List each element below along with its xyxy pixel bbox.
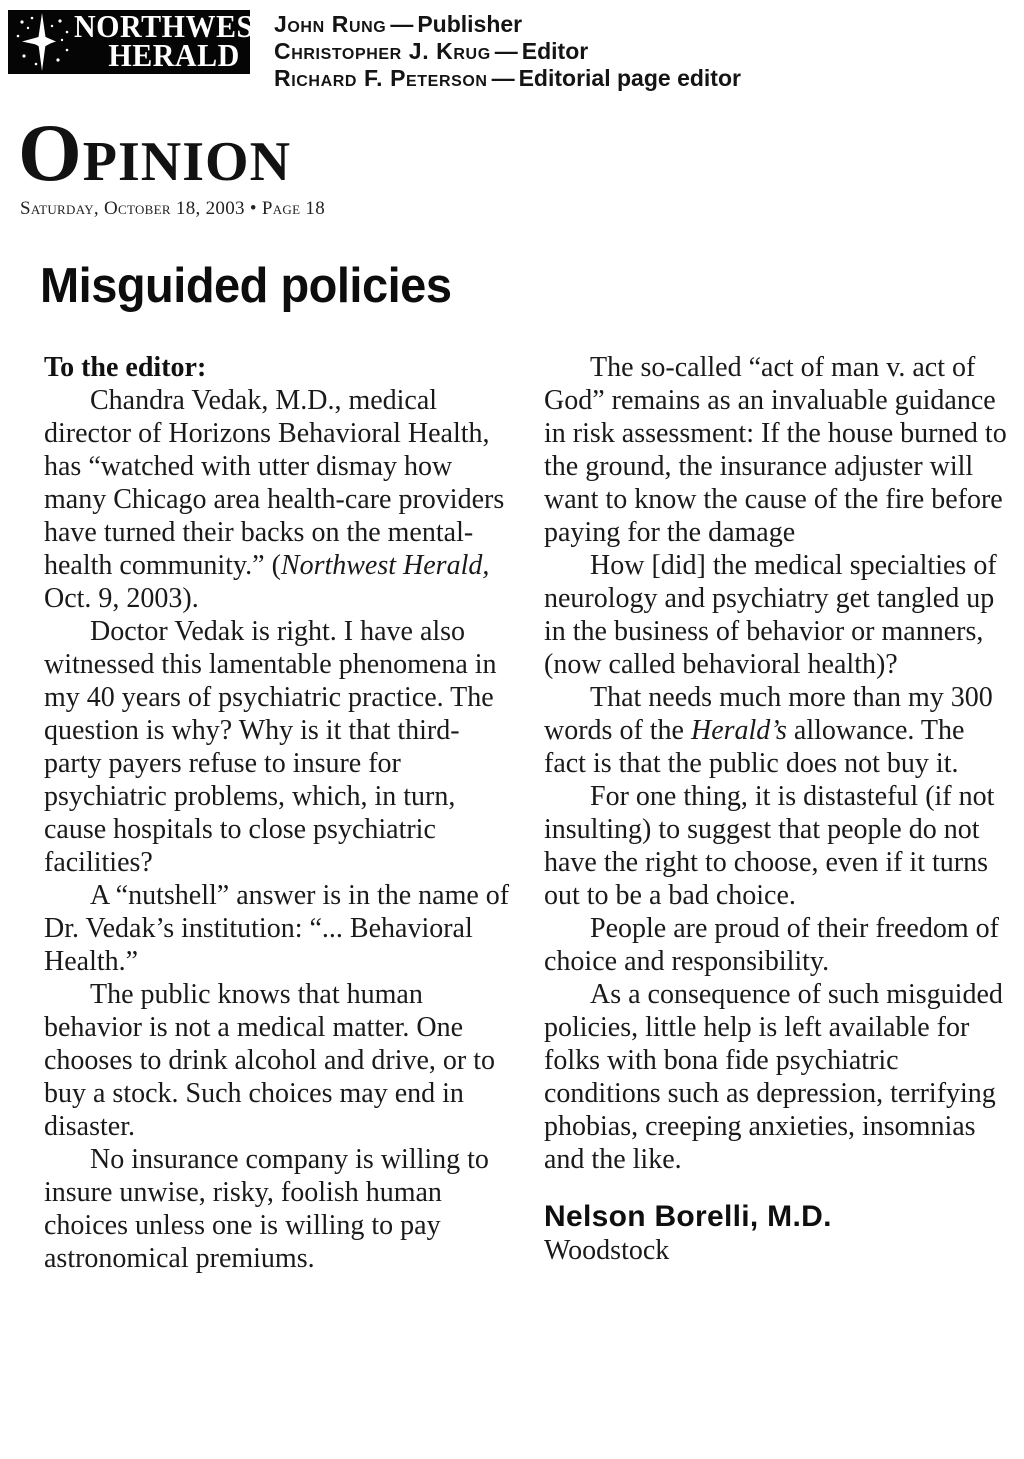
paragraph: How [did] the medical specialties of neurology and psychiatry get tangled up in the business of behavior or manners, (now called behavioral health)? xyxy=(544,550,997,680)
staff-role: Publisher xyxy=(417,11,523,37)
dateline: Saturday, October 18, 2003 • Page 18 xyxy=(20,198,325,219)
paragraph: Doctor Vedak is right. I have also witnessed this lamentable phenomena in my 40 years of psychiatric practice. The question is why? Why is it that third-party payers refuse to insure for psychiatric problems, which, in turn, cause hospitals to close psychiatric facilities? xyxy=(44,616,497,878)
article-body xyxy=(44,351,1014,1275)
section-title: OPINION xyxy=(18,107,292,198)
salutation: To the editor: xyxy=(44,352,207,383)
paragraph: A “nutshell” answer is in the name of Dr. Vedak’s institution: “... Behavioral Health.” xyxy=(44,880,510,977)
paragraph-text: Chandra Vedak, M.D., medical director of Horizons Behavioral Health, has “watched with utter dismay how many Chicago area health-care providers have turned their backs on the mental-health community.” ( xyxy=(44,385,505,581)
signature-location: Woodstock xyxy=(544,1235,670,1266)
publication-citation: Northwest Herald, xyxy=(280,550,490,581)
paragraph-text: That needs much more than my 300 words of the xyxy=(544,682,993,746)
letter-signature xyxy=(544,1200,1010,1268)
paragraph-text: allowance. The fact is that the public does not buy it. xyxy=(544,715,965,779)
dash-separator: — xyxy=(491,65,515,91)
staff-role: Editorial page editor xyxy=(518,65,741,91)
staff-role: Editor xyxy=(521,38,589,64)
paragraph: As a consequence of such misguided policies, little help is left available for folks with bona fide psychiatric conditions such as depression, terrifying phobias, creeping anxieties, insomnias and the like. xyxy=(544,979,1003,1175)
staff-line-editor xyxy=(274,38,741,65)
dash-separator: — xyxy=(390,11,414,37)
paragraph xyxy=(44,384,510,615)
staff-line-publisher xyxy=(274,11,741,38)
signature-name: Nelson Borelli, M.D. xyxy=(544,1200,832,1233)
paragraph: People are proud of their freedom of choice and responsibility. xyxy=(544,913,999,977)
staff-list xyxy=(274,10,741,92)
logo-wordmark xyxy=(74,9,275,74)
staff-name: John Rung xyxy=(274,11,387,37)
starburst-icon xyxy=(12,12,74,72)
dash-separator: — xyxy=(494,38,518,64)
logo-line2: HERALD xyxy=(108,38,240,74)
staff-name: Richard F. Peterson xyxy=(274,65,488,91)
masthead xyxy=(0,0,1024,92)
paragraph: The public knows that human behavior is not a medical matter. One chooses to drink alcohol and drive, or to buy a stock. Such choices may end in disaster. xyxy=(44,979,496,1142)
paragraph: No insurance company is willing to insure unwise, risky, foolish human choices unless one is willing to pay astronomical premiums. xyxy=(44,1144,489,1274)
paragraph: For one thing, it is distasteful (if not insulting) to suggest that people do not have the right to choose, even if it turns out to be a bad choice. xyxy=(544,781,995,911)
left-column xyxy=(44,351,510,1275)
paragraph xyxy=(544,681,1010,780)
publication-citation: Herald’s xyxy=(690,715,787,746)
logo-line1: NORTHWEST xyxy=(74,9,275,45)
right-column xyxy=(544,351,1010,1275)
paragraph: The so-called “act of man v. act of God” remains as an invaluable guidance in risk assessment: If the house burned to the ground, the insurance adjuster will want to know the cause of the fire before paying for the damage xyxy=(544,352,1007,548)
paragraph-text: Oct. 9, 2003). xyxy=(44,583,199,614)
staff-line-editorial-page-editor xyxy=(274,65,741,92)
article-headline: Misguided policies xyxy=(40,257,452,313)
staff-name: Christopher J. Krug xyxy=(274,38,491,64)
newspaper-logo xyxy=(8,9,275,74)
